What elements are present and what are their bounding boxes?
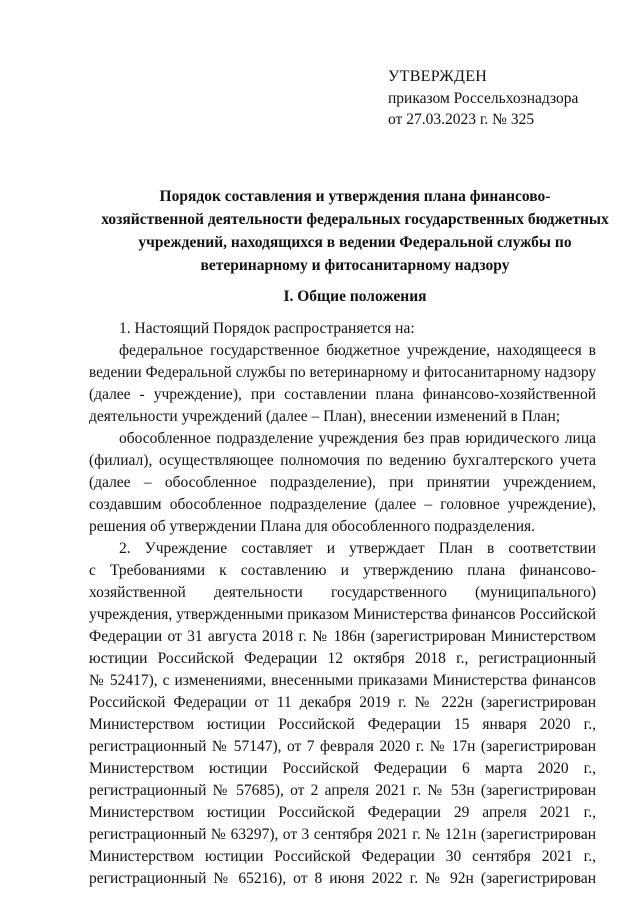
body-text	[89, 318, 596, 890]
text-line: ведении Федеральной службы по ветеринарному и фитосанитарному надзору	[89, 364, 596, 381]
approval-stamp	[388, 66, 578, 130]
text-line: регистрационный № 57147), от 7 февраля 2020 г. № 17н (зарегистрирован	[89, 738, 596, 755]
text-line: Министерством юстиции Российской Федерации 6 марта 2020 г.,	[89, 760, 596, 777]
approval-date-number: от 27.03.2023 г. № 325	[388, 111, 535, 128]
text-line: учреждения, утвержденными приказом Министерства финансов Российской	[89, 606, 596, 623]
section-heading: I. Общие положения	[283, 288, 427, 305]
text-line: Федерации от 31 августа 2018 г. № 186н (зарегистрирован Министерством	[89, 628, 596, 645]
title-line: Порядок составления и утверждения плана финансово-	[159, 188, 551, 205]
text-line: (филиал), осуществляющее полномочия по ведению бухгалтерского учета	[89, 452, 596, 469]
document-title	[60, 185, 640, 277]
text-line: федеральное государственное бюджетное учреждение, находящееся в	[119, 342, 596, 359]
text-line: регистрационный № 57685), от 2 апреля 2021 г. № 53н (зарегистрирован	[89, 782, 596, 799]
approval-order: приказом Россельхознадзора	[388, 90, 579, 107]
text-line: с Требованиями к составлению и утверждению плана финансово-	[89, 562, 596, 579]
text-line: Российской Федерации от 11 декабря 2019 г. № 222н (зарегистрирован	[89, 694, 596, 711]
text-line: Министерством юстиции Российской Федерации 15 января 2020 г.,	[89, 716, 596, 733]
title-line: ветеринарному и фитосанитарному надзору	[200, 257, 510, 274]
text-line: регистрационный № 65216), от 8 июня 2022 г. № 92н (зарегистрирован	[89, 870, 596, 887]
text-line: Министерством юстиции Российской Федерации 30 сентября 2021 г.,	[89, 848, 596, 865]
text-line: юстиции Российской Федерации 12 октября 2018 г., регистрационный	[89, 650, 596, 667]
approved-label: УТВЕРЖДЕН	[388, 68, 488, 85]
text-line: регистрационный № 63297), от 3 сентября 2021 г. № 121н (зарегистрирован	[89, 826, 596, 843]
text-line: обособленное подразделение учреждения без прав юридического лица	[119, 430, 596, 447]
text-line: хозяйственной деятельности государственного (муниципального)	[89, 584, 596, 601]
text-line: (далее - учреждение), при составлении плана финансово-хозяйственной	[89, 386, 596, 403]
text-line: № 52417), с изменениями, внесенными приказами Министерства финансов	[89, 672, 596, 689]
text-line: решения об утверждении Плана для обособленного подразделения.	[89, 518, 536, 535]
title-line: хозяйственной деятельности федеральных государственных бюджетных	[101, 211, 609, 228]
text-line: 2. Учреждение составляет и утверждает План в соответствии	[119, 540, 596, 557]
text-line: создавшим обособленное подразделение (далее – головное учреждение),	[89, 496, 596, 513]
text-line: Министерством юстиции Российской Федерации 29 апреля 2021 г.,	[89, 804, 596, 821]
title-line: учреждений, находящихся в ведении Федеральной службы по	[138, 234, 572, 251]
text-line: деятельности учреждений (далее – План), внесении изменений в План;	[89, 408, 561, 425]
text-line: (далее – обособленное подразделение), при принятии учреждением,	[89, 474, 596, 491]
text-line: 1. Настоящий Порядок распространяется на:	[119, 320, 415, 337]
